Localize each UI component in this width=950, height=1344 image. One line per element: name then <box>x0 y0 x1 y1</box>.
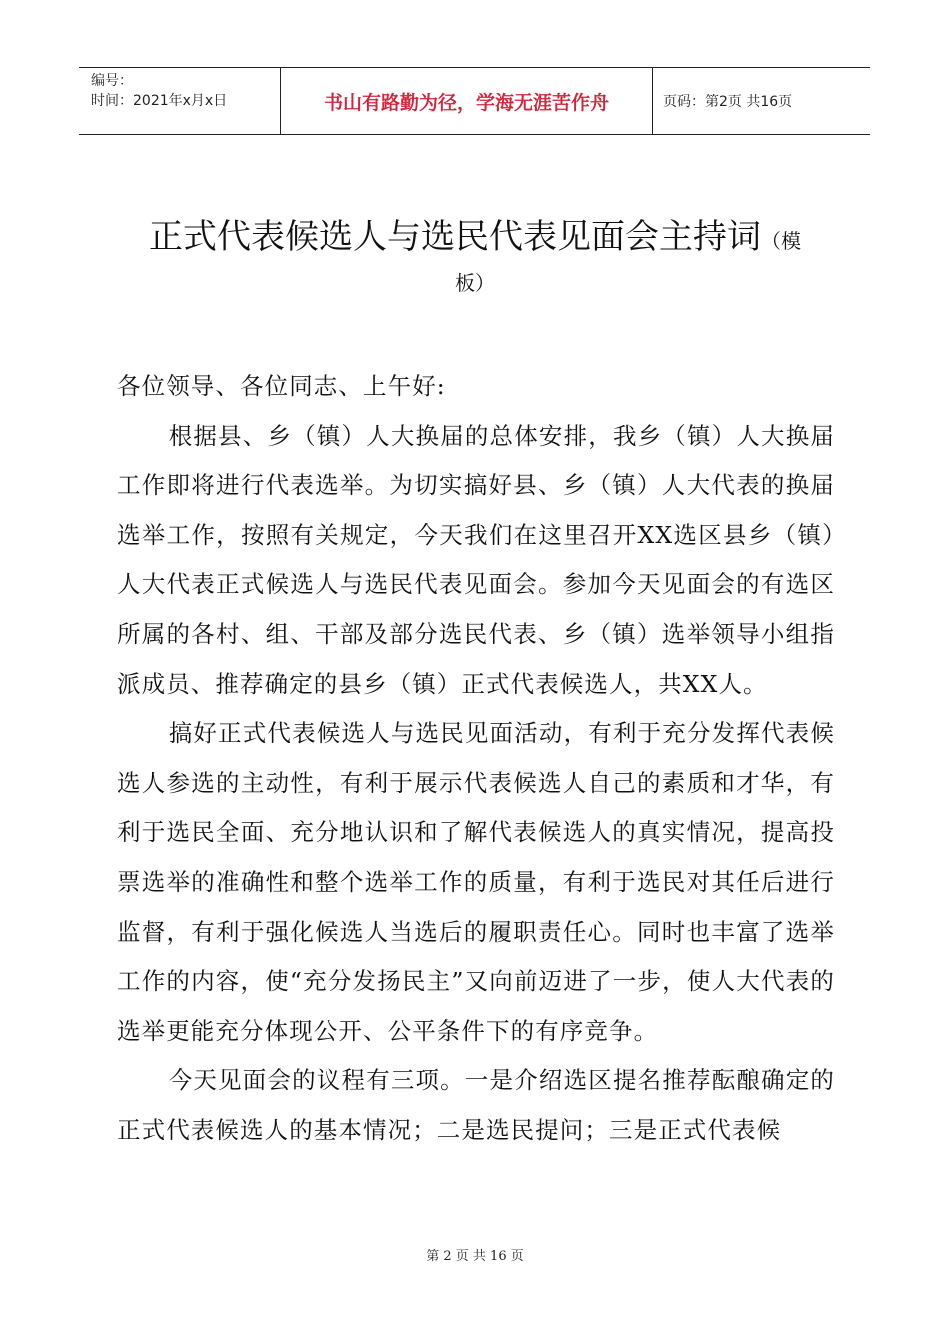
document-title-main: 正式代表候选人与选民代表见面会主持词 <box>149 217 761 257</box>
header-motto: 书山有路勤为径，学海无涯苦作舟 <box>281 68 653 134</box>
greeting: 各位领导、各位同志、上午好: <box>117 372 446 400</box>
document-header-table <box>79 67 870 135</box>
page-footer: 第 2 页 共 16 页 <box>426 1249 524 1264</box>
header-page-label: 页码：第2页 共16页 <box>663 94 793 110</box>
document-title <box>100 212 850 266</box>
document-number-label: 编号： <box>91 73 133 89</box>
paragraph-1: 根据县、乡（镇）人大换届的总体安排，我乡（镇）人大换届工作即将进行代表选举。为切实搞好县、乡（镇）人大代表的换届选举工作，按照有关规定，今天我们在这里召开XX选区县乡（镇）人大代表正式候选人与选民代表见面会。参加今天见面会的有选区所属的各村、组、干部及部分选民代表、乡（镇）选举领导小组指派成员、推荐确定的县乡（镇）正式代表候选人，共XX人。 <box>117 421 835 698</box>
document-body <box>117 362 835 1156</box>
document-title-line2: 板） <box>455 271 495 295</box>
paragraph-3: 今天见面会的议程有三项。一是介绍选区提名推荐酝酿确定的正式代表候选人的基本情况；二是选民提问；三是正式代表候 <box>117 1066 835 1144</box>
header-meta-cell <box>79 68 281 134</box>
paragraph-2: 搞好正式代表候选人与选民见面活动，有利于充分发挥代表候选人参选的主动性，有利于展示代表候选人自己的素质和才华，有利于选民全面、充分地认识和了解代表候选人的真实情况，提高投票选举的准确性和整个选举工作的质量，有利于选民对其任后进行监督，有利于强化候选人当选后的履职责任心。同时也丰富了选举工作的内容，使“充分发扬民主”又向前迈进了一步，使人大代表的选举更能充分体现公开、公平条件下的有序竞争。 <box>117 719 835 1045</box>
document-date-label: 时间：2021年x月x日 <box>91 93 228 109</box>
document-title-paren: （模 <box>761 229 801 253</box>
